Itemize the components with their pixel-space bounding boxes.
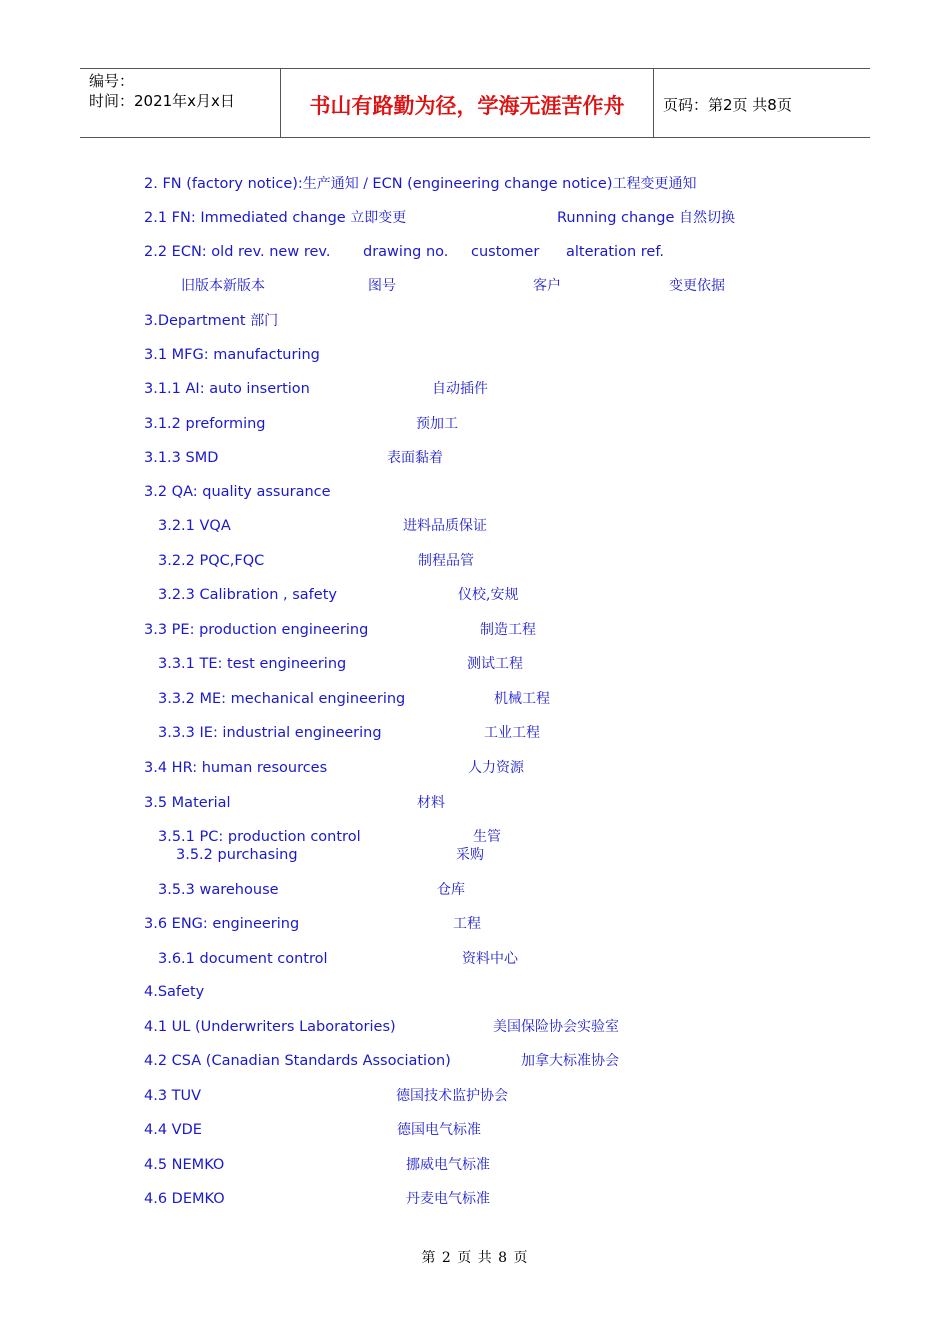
- term-en: 3.5.2 purchasing: [176, 847, 298, 863]
- number-label: 编号：: [89, 72, 135, 90]
- term-cn: 工程: [453, 916, 481, 932]
- term-cn: 进料品质保证: [403, 518, 487, 534]
- term-cn: 加拿大标准协会: [521, 1053, 619, 1069]
- glossary-line: [144, 175, 696, 193]
- term-en: ECN (engineering change notice): [372, 176, 613, 192]
- column-header: 2.2 ECN: old rev. new rev.: [144, 244, 331, 260]
- glossary-line: [557, 209, 735, 227]
- document-header: [80, 68, 870, 138]
- term-en: 3.2.3 Calibration , safety: [158, 587, 337, 603]
- term-cn: 德国电气标准: [397, 1122, 481, 1138]
- time-label: 时间：2021年x月x日: [89, 92, 235, 110]
- term-cn: 德国技术监护协会: [396, 1088, 508, 1104]
- term-cn: 立即变更: [350, 210, 407, 226]
- term-cn: 仓库: [437, 882, 465, 898]
- term-cn: 挪威电气标准: [406, 1157, 490, 1173]
- term-cn: 预加工: [416, 416, 458, 432]
- term-en: 3.2.1 VQA: [158, 518, 231, 534]
- term-cn: 工程变更通知: [612, 176, 697, 192]
- term-en: 2.1 FN: Immediated change: [144, 210, 351, 226]
- term-cn: 制造工程: [480, 622, 536, 638]
- term-en: 4.Safety: [144, 984, 205, 1000]
- term-en: 4.6 DEMKO: [144, 1191, 225, 1207]
- term-cn: 生产通知 /: [302, 176, 373, 192]
- term-en: 3.2.2 PQC,FQC: [158, 553, 265, 569]
- term-cn: 人力资源: [468, 760, 524, 776]
- term-cn: 仪校,安规: [458, 587, 519, 603]
- term-cn: 自然切换: [679, 210, 735, 226]
- term-en: 3.2 QA: quality assurance: [144, 484, 331, 500]
- motto: 书山有路勤为径，学海无涯苦作舟: [281, 69, 654, 137]
- term-cn: 采购: [456, 847, 484, 863]
- term-en: 4.5 NEMKO: [144, 1157, 225, 1173]
- term-cn: 表面黏着: [387, 450, 443, 466]
- term-en: 3.6 ENG: engineering: [144, 916, 300, 932]
- term-en: 3.1.2 preforming: [144, 416, 266, 432]
- term-en: 3.Department: [144, 313, 251, 329]
- column-header-cn: 图号: [368, 278, 396, 294]
- page-footer: 第 2 页 共 8 页: [421, 1250, 529, 1266]
- term-cn: 测试工程: [467, 656, 523, 672]
- header-meta: [80, 69, 281, 137]
- term-en: Running change: [557, 210, 679, 226]
- column-header: customer: [471, 244, 540, 260]
- page-info: 页码：第2页 共8页: [663, 95, 792, 114]
- term-cn: 制程品管: [418, 553, 474, 569]
- term-en: 3.5.1 PC: production control: [158, 829, 361, 845]
- term-cn: 资料中心: [462, 951, 518, 967]
- term-en: 3.5.3 warehouse: [158, 882, 279, 898]
- term-en: 3.3.3 IE: industrial engineering: [158, 725, 382, 741]
- term-cn: 自动插件: [432, 381, 488, 397]
- column-header: drawing no.: [363, 244, 449, 260]
- column-header-cn: 变更依据: [669, 278, 725, 294]
- term-en: 4.1 UL (Underwriters Laboratories): [144, 1019, 396, 1035]
- term-en: 4.2 CSA (Canadian Standards Association): [144, 1053, 451, 1069]
- glossary-line: [144, 209, 406, 227]
- term-en: 3.3.2 ME: mechanical engineering: [158, 691, 406, 707]
- term-cn: 材料: [417, 795, 445, 811]
- term-en: 3.1.3 SMD: [144, 450, 219, 466]
- term-en: 4.4 VDE: [144, 1122, 202, 1138]
- term-en: 3.6.1 document control: [158, 951, 328, 967]
- term-cn: 部门: [250, 313, 279, 329]
- term-en: 3.3 PE: production engineering: [144, 622, 369, 638]
- term-cn: 机械工程: [494, 691, 550, 707]
- term-en: 3.1 MFG: manufacturing: [144, 347, 320, 363]
- term-en: 3.4 HR: human resources: [144, 760, 328, 776]
- term-cn: 丹麦电气标准: [406, 1191, 490, 1207]
- term-en: 3.3.1 TE: test engineering: [158, 656, 347, 672]
- column-header: alteration ref.: [566, 244, 664, 260]
- term-en: 4.3 TUV: [144, 1088, 202, 1104]
- term-cn: 工业工程: [484, 725, 540, 741]
- column-header-cn: 客户: [533, 278, 561, 294]
- term-cn: 生管: [473, 829, 501, 845]
- term-en: 2. FN (factory notice):: [144, 176, 303, 192]
- glossary-line: [144, 312, 278, 330]
- term-en: 3.1.1 AI: auto insertion: [144, 381, 310, 397]
- term-cn: 美国保险协会实验室: [493, 1019, 619, 1035]
- column-header-cn: 旧版本新版本: [181, 278, 265, 294]
- term-en: 3.5 Material: [144, 795, 231, 811]
